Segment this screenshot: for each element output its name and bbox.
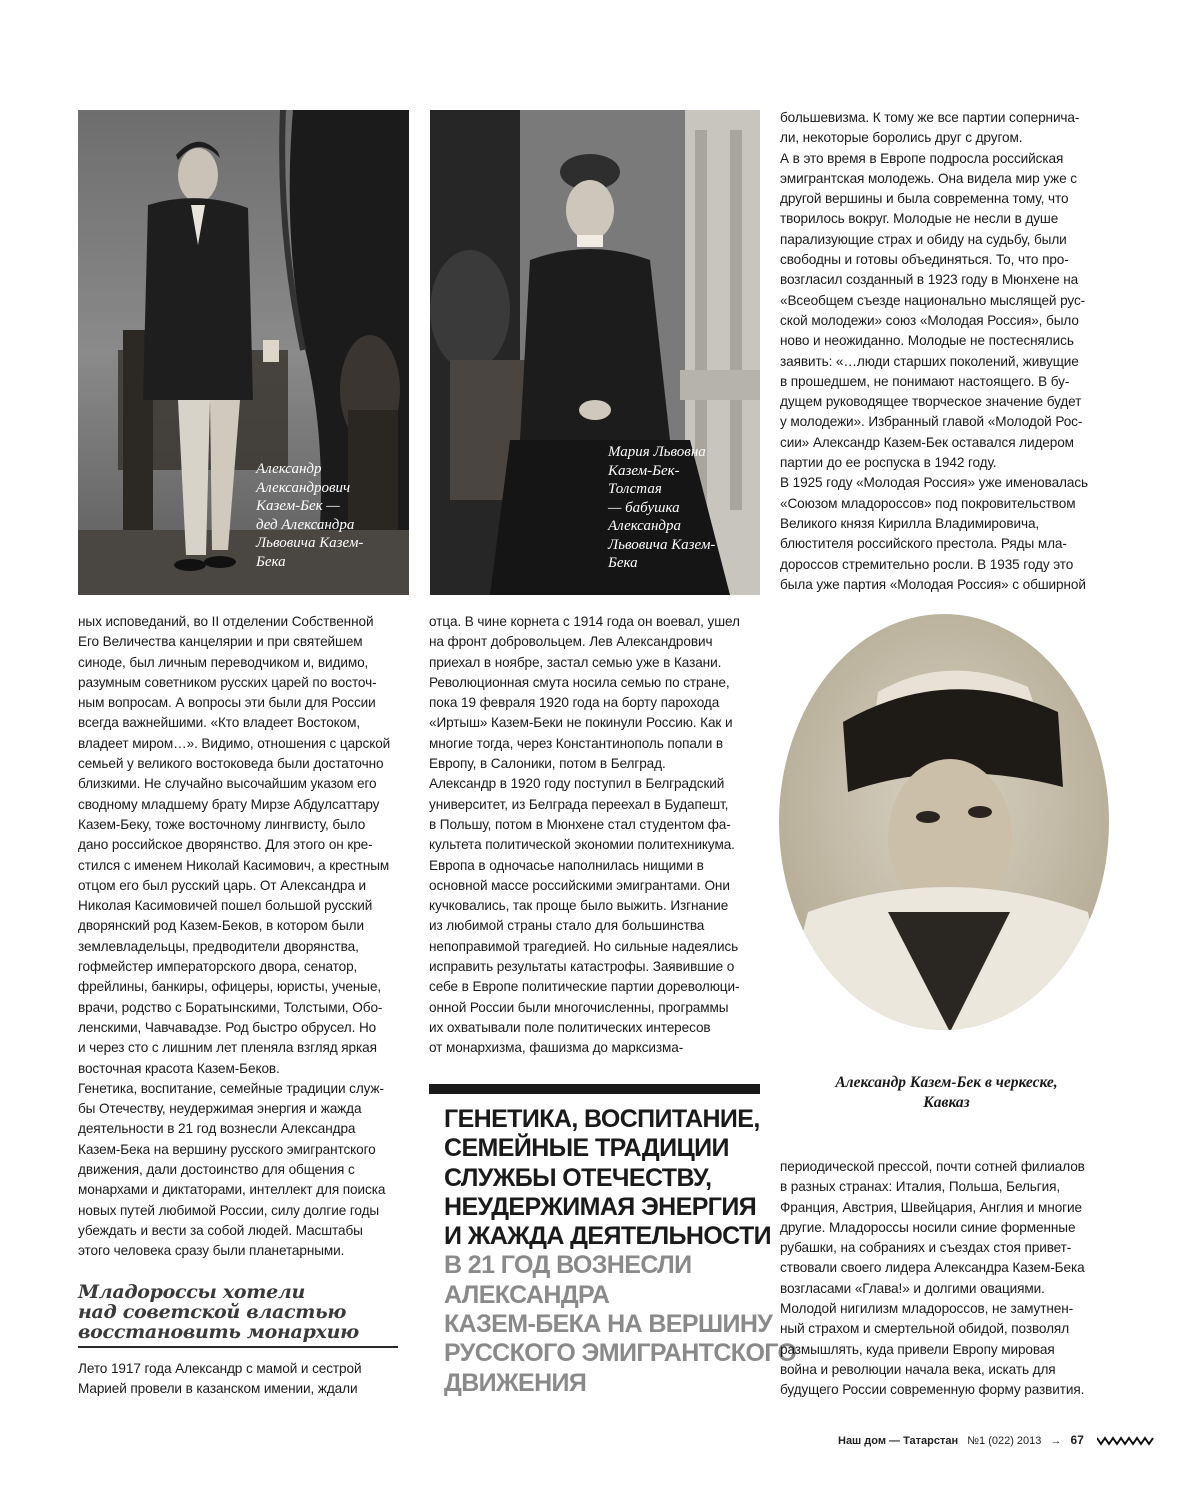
text-line: владеет миром…». Видимо, отношения с царской bbox=[78, 735, 391, 751]
text-line: свободны и готовы объединяться. То, что про- bbox=[780, 252, 1069, 268]
text-line: сии» Александр Казем-Бек оставался лидером bbox=[780, 434, 1074, 450]
text-line: в прошедшем, не понимают настоящего. В бу- bbox=[780, 373, 1070, 389]
text-line: Казем-Беку, тоже восточному лингвисту, было bbox=[78, 816, 366, 832]
text-line: «Всеобщем съезде национально мыслящей рус- bbox=[780, 292, 1086, 308]
pull-quote-line: РУССКОГО ЭМИГРАНТСКОГО bbox=[444, 1339, 797, 1368]
text-line: пока 19 февраля 1920 года на борту парохода bbox=[429, 695, 720, 711]
text-line: возгласил созданный в 1923 году в Мюнхене на bbox=[780, 272, 1079, 288]
pull-quote-line: НЕУДЕРЖИМАЯ ЭНЕРГИЯ bbox=[444, 1192, 757, 1221]
column-1-bottom-text bbox=[78, 1359, 361, 1400]
text-line: ствовали своего лидера Александра Казем-Бека bbox=[780, 1260, 1085, 1276]
caption-line: Казем-Бек — bbox=[256, 498, 340, 514]
text-line: Николая Касимовичей пошел большой русский bbox=[78, 898, 373, 914]
column-3-top-text bbox=[780, 108, 1088, 595]
text-line: ленскими, Чавчавадзе. Род быстро обрусел. Но bbox=[78, 1019, 377, 1035]
oval-photo-caption bbox=[780, 1073, 1113, 1113]
text-line: будущего России современную форму развития. bbox=[780, 1382, 1085, 1398]
arrow-icon: → bbox=[1050, 1435, 1062, 1447]
text-line: ный страхом и смертельной обидой, позволял bbox=[780, 1321, 1070, 1337]
text-line: творилось вокруг. Молодые не несли в душе bbox=[780, 211, 1059, 227]
magazine-name: Наш дом — Татарстан bbox=[838, 1435, 959, 1447]
text-line: исправить результаты катастрофы. Заявившие о bbox=[429, 959, 735, 975]
text-line: себе в Европе политические партии дореволюци- bbox=[429, 979, 740, 995]
text-line: А в это время в Европе подросла российская bbox=[780, 150, 1064, 166]
subhead-line: Младороссы хотели bbox=[78, 1281, 305, 1303]
text-line: возгласами «Глава!» и долгими овациями. bbox=[780, 1280, 1045, 1296]
text-line: врачи, родство с Боратынскими, Толстыми, Обо- bbox=[78, 999, 383, 1015]
text-line: на фронт добровольцем. Лев Александрович bbox=[429, 634, 713, 650]
page-footer bbox=[838, 1433, 1155, 1447]
text-line: всегда важнейшими. «Кто владеет Востоком, bbox=[78, 715, 361, 731]
text-line: Франция, Австрия, Швейцария, Англия и многие bbox=[780, 1199, 1082, 1215]
caption-line: Мария Львовна bbox=[608, 444, 706, 460]
text-line: ных исповеданий, во II отделении Собственной bbox=[78, 614, 374, 629]
text-line: «Иртыш» Казем-Беки не покинули Россию. Как и bbox=[429, 715, 733, 731]
column-1-text bbox=[78, 612, 390, 1262]
pull-quote-line: В 21 ГОД ВОЗНЕСЛИ bbox=[444, 1251, 692, 1280]
text-line: рубашки, на собраниях и съездах стоя привет- bbox=[780, 1240, 1072, 1256]
text-line: дороссов стремительно росли. В 1935 году это bbox=[780, 556, 1074, 572]
text-line: многие тогда, через Константинополь попали в bbox=[429, 735, 723, 751]
issue-number: №1 (022) 2013 bbox=[967, 1435, 1042, 1447]
text-line: отца. В чине корнета с 1914 года он воевал, ушел bbox=[429, 614, 740, 629]
text-line: и через сто с лишним лет пленяла взгляд яркая bbox=[78, 1040, 377, 1056]
text-line: «Союзом младороссов» под покровительством bbox=[780, 495, 1076, 511]
caption-line: дед Александра bbox=[256, 516, 355, 533]
text-line: синоде, был личным переводчиком и, видимо, bbox=[78, 654, 369, 670]
pull-quote-line: СЛУЖБЫ ОТЕЧЕСТВУ, bbox=[444, 1163, 712, 1192]
text-line: Его Величества канцелярии и при святейшем bbox=[78, 634, 363, 650]
text-line: этого человека сразу были планетарными. bbox=[78, 1243, 345, 1259]
text-line: Лето 1917 года Александр с мамой и сестрой bbox=[78, 1361, 362, 1376]
page-number: 67 bbox=[1070, 1433, 1084, 1447]
text-line: университет, из Белграда переехал в Будапешт, bbox=[429, 796, 729, 812]
caption-line: Толстая bbox=[608, 481, 662, 497]
caption-line: Александр Казем-Бек в черкеске, bbox=[835, 1074, 1058, 1091]
text-line: отцом его был русский царь. От Александра и bbox=[78, 877, 366, 893]
text-line: приехал в ноябре, застал семью уже в Казани. bbox=[429, 654, 722, 670]
text-line: семьей у великого востоковеда были достаточно bbox=[78, 756, 384, 772]
text-line: ным вопросам. А вопросы эти были для России bbox=[78, 695, 376, 711]
text-line: дущем руководящее творческое значение будет bbox=[780, 394, 1082, 410]
photo-alexander-alexandrovich bbox=[78, 110, 409, 595]
text-line: у молодежи». Избранный главой «Молодой Рос- bbox=[780, 414, 1083, 430]
text-line: периодической прессой, почти сотней филиалов bbox=[780, 1159, 1085, 1174]
text-line: другой вершины и была современна тому, что bbox=[780, 191, 1069, 207]
photo-caption bbox=[256, 460, 363, 571]
text-line: Казем-Бека на вершину русского эмигрантского bbox=[78, 1141, 376, 1157]
text-line: восточная красота Казем-Беков. bbox=[78, 1060, 280, 1076]
caption-line: Александра bbox=[608, 518, 681, 534]
section-subhead bbox=[78, 1282, 400, 1342]
caption-line: Львовича Казем- bbox=[256, 535, 364, 551]
text-line: культета политической экономии политехникума. bbox=[429, 837, 735, 853]
text-line: онной России были многочисленны, программы bbox=[429, 999, 729, 1015]
column-3-bottom-text bbox=[780, 1157, 1085, 1401]
text-line: эмигрантская молодежь. Она видела мир уже с bbox=[780, 170, 1077, 186]
text-line: бы Отечеству, неудержимая энергия и жажда bbox=[78, 1101, 362, 1117]
text-line: Великого князя Кирилла Владимировича, bbox=[780, 515, 1040, 531]
caption-line: Бека bbox=[256, 553, 286, 570]
caption-line: — бабушка bbox=[608, 499, 680, 516]
text-line: дворянский род Казем-Беков, в котором были bbox=[78, 918, 364, 934]
pull-quote-line: ДВИЖЕНИЯ bbox=[444, 1368, 587, 1397]
text-line: размышлять, куда привели Европу мировая bbox=[780, 1341, 1055, 1357]
text-line: Европу, в Салоники, потом в Белград. bbox=[429, 756, 666, 772]
text-line: блюстителя российского престола. Ряды мла- bbox=[780, 536, 1067, 552]
pull-quote-line: И ЖАЖДА ДЕЯТЕЛЬНОСТИ bbox=[444, 1222, 772, 1251]
text-line: была уже партия «Молодая Россия» с обширной bbox=[780, 576, 1086, 592]
caption-line: Казем-Бек- bbox=[608, 462, 680, 479]
text-line: Марией провели в казанском имении, ждали bbox=[78, 1381, 358, 1397]
text-line: ли, некоторые боролись друг с другом. bbox=[780, 130, 1023, 146]
text-line: ново и неожиданно. Молодые не постеснялись bbox=[780, 333, 1074, 349]
pull-quote-line: АЛЕКСАНДРА bbox=[444, 1280, 610, 1309]
text-line: от монархизма, фашизма до марксизма- bbox=[429, 1040, 684, 1056]
caption-line: Бека bbox=[608, 555, 638, 571]
subhead-rule bbox=[78, 1346, 398, 1348]
photo-maria-lvovna bbox=[430, 110, 760, 595]
text-line: убеждать и вести за собой людей. Масштабы bbox=[78, 1222, 363, 1238]
text-line: дано российское дворянство. Для этого он кре- bbox=[78, 837, 373, 853]
text-line: война и революции начала века, искать для bbox=[780, 1361, 1056, 1377]
caption-line: Александрович bbox=[256, 479, 351, 496]
text-line: в Польшу, потом в Мюнхене стал студентом фа- bbox=[429, 816, 731, 832]
text-line: В 1925 году «Молодая Россия» уже именовалась bbox=[780, 475, 1089, 491]
text-line: стился с именем Николай Касимович, а крестным bbox=[78, 857, 390, 873]
text-line: сводному младшему брату Мирзе Абдулсаттару bbox=[78, 796, 380, 812]
photo-caption bbox=[608, 443, 715, 573]
text-line: монархами и диктаторами, интеллект для поиска bbox=[78, 1182, 386, 1198]
text-line: Генетика, воспитание, семейные традиции служ- bbox=[78, 1080, 384, 1096]
zigzag-ornament-icon bbox=[1097, 1436, 1155, 1446]
text-line: Молодой нигилизм младороссов, не замутнен- bbox=[780, 1301, 1074, 1317]
text-line: непоправимой трагедией. Но сильные надеялись bbox=[429, 938, 739, 954]
text-line: гофмейстер императорского двора, сенатор, bbox=[78, 959, 358, 975]
text-line: заявить: «…люди старших поколений, живущие bbox=[780, 353, 1079, 369]
caption-line: Львовича Казем- bbox=[608, 536, 716, 553]
text-line: деятельности в 21 год вознесли Александра bbox=[78, 1121, 356, 1137]
text-line: основной массе российскими эмигрантами. Они bbox=[429, 877, 730, 893]
subhead-line: над советской властью bbox=[78, 1301, 347, 1323]
text-line: землевладельцы, предводители дворянства, bbox=[78, 938, 359, 954]
text-line: ской молодежи» союз «Молодая Россия», было bbox=[780, 312, 1079, 328]
caption-line: Александр bbox=[256, 461, 322, 477]
photo-alexander-kazem-bek-caucasus bbox=[778, 612, 1111, 1032]
caption-line: Кавказ bbox=[923, 1094, 970, 1111]
column-2-text bbox=[429, 612, 740, 1059]
text-line: Революционная смута носила семью по стране, bbox=[429, 674, 730, 690]
subhead-line: восстановить монархию bbox=[78, 1321, 359, 1343]
pull-quote bbox=[444, 1105, 797, 1398]
pull-quote-line: ГЕНЕТИКА, ВОСПИТАНИЕ, bbox=[444, 1105, 760, 1133]
text-line: движения, дали достоинство для общения с bbox=[78, 1162, 355, 1178]
text-line: фрейлины, банкиры, офицеры, юристы, ученые, bbox=[78, 979, 382, 995]
text-line: партии до ее роспуска в 1942 году. bbox=[780, 455, 997, 471]
text-line: разумным советником русских царей по восточ- bbox=[78, 674, 377, 690]
text-line: из любимой страны стало для большинства bbox=[429, 918, 705, 934]
text-line: близкими. Не случайно высочайшим указом его bbox=[78, 776, 377, 792]
photo-alexander-kazem-bek-image bbox=[778, 612, 1111, 1032]
text-line: большевизма. К тому же все партии соперничa- bbox=[780, 110, 1080, 125]
text-line: новых путей любимой России, силу долгие годы bbox=[78, 1202, 380, 1218]
text-line: их охватывали поле политических интересов bbox=[429, 1019, 711, 1035]
text-line: в разных странах: Италия, Польша, Бельгия, bbox=[780, 1179, 1061, 1195]
pull-quote-line: СЕМЕЙНЫЕ ТРАДИЦИИ bbox=[444, 1134, 729, 1163]
pull-quote-bar bbox=[429, 1084, 760, 1094]
text-line: парализующие страх и обиду на судьбу, были bbox=[780, 231, 1067, 247]
pull-quote-line: КАЗЕМ-БЕКА НА ВЕРШИНУ bbox=[444, 1310, 773, 1339]
text-line: другие. Младороссы носили синие форменные bbox=[780, 1219, 1076, 1235]
text-line: кучковались, так проще было выжить. Изгнание bbox=[429, 898, 729, 914]
text-line: Александр в 1920 году поступил в Белградский bbox=[429, 776, 725, 792]
text-line: Европа в одночасье наполнилась нищими в bbox=[429, 857, 704, 873]
